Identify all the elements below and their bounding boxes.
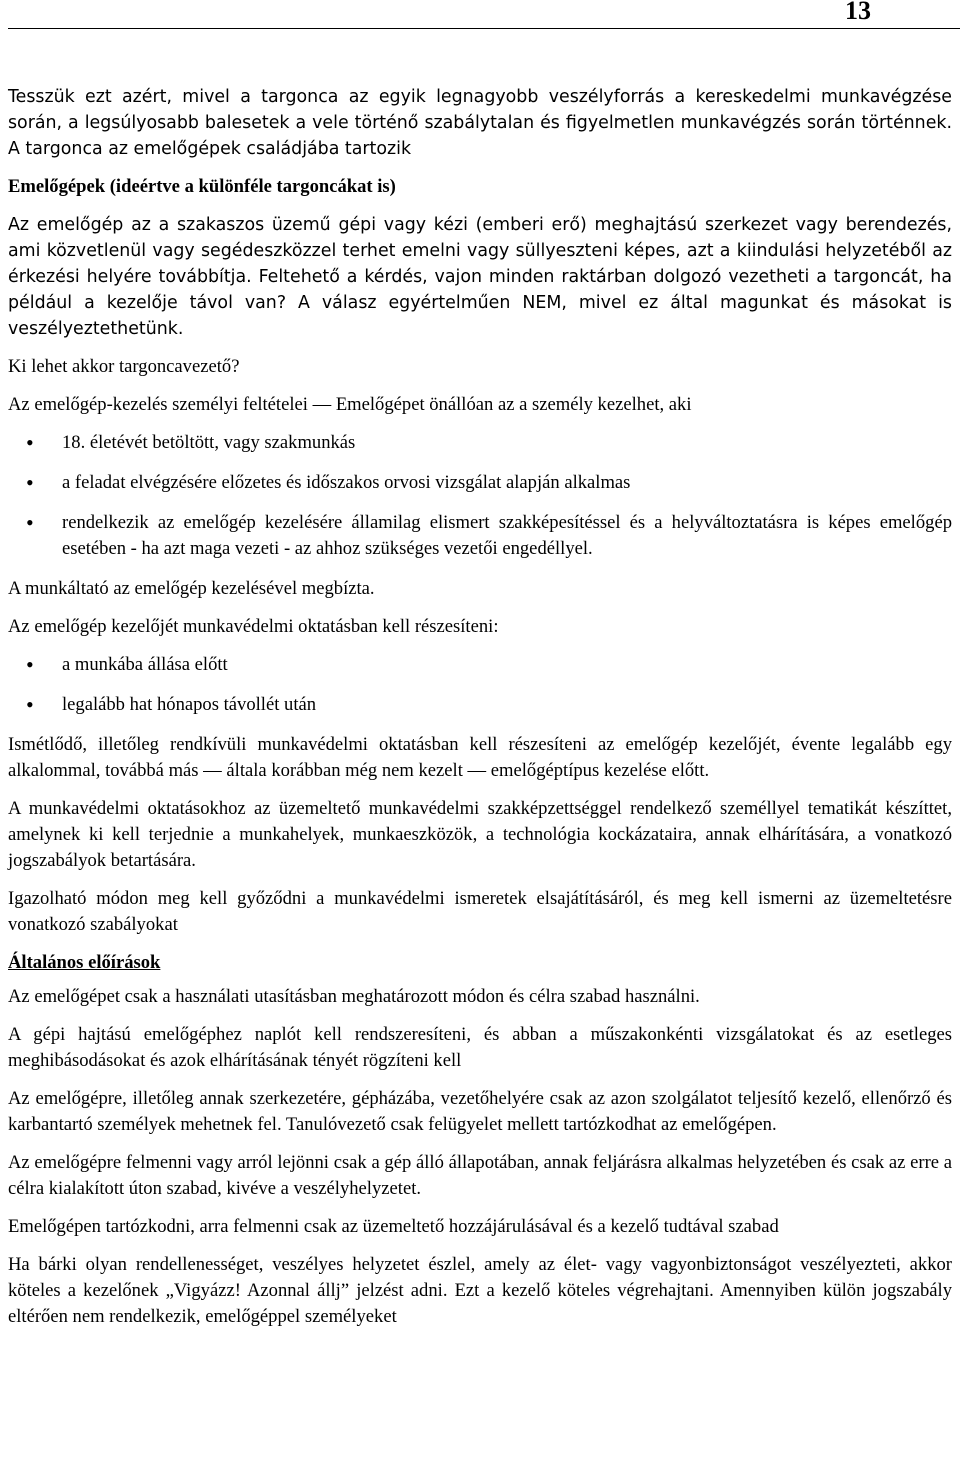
paragraph-employer: A munkáltató az emelőgép kezelésével megbízta.: [8, 578, 375, 599]
paragraph-access: Az emelőgépre, illetőleg annak szerkezetére, gépházába, vezetőhelyére csak az azon szolgálatot teljesítő kezelő, ellenőrző és karbantartó személyek mehetnek fel. Tanulóvezető csak felügyelet mellett tartózkodhat az emelőgépen.: [8, 1088, 952, 1135]
list-item: • a munkába állása előtt: [8, 652, 952, 678]
paragraph-usage: Az emelőgépet csak a használati utasításban meghatározott módon és célra szabad használni.: [8, 986, 700, 1007]
list-item: • legalább hat hónapos távollét után: [8, 692, 952, 718]
paragraph-question: Ki lehet akkor targoncavezető?: [8, 356, 240, 377]
training-list: [8, 652, 952, 718]
paragraph-boarding: Az emelőgépre felmenni vagy arról lejönni csak a gép álló állapotában, annak feljárásra alkalmas helyzetében és csak az erre a célra kialakított úton szabad, kivéve a veszélyhelyzetet.: [8, 1152, 952, 1199]
list-item: • a feladat elvégzésére előzetes és időszakos orvosi vizsgálat alapján alkalmas: [8, 470, 952, 496]
paragraph-definition: [8, 212, 952, 342]
paragraph-logbook: A gépi hajtású emelőgéphez naplót kell rendszeresíteni, és abban a műszakonkénti vizsgálatokat és az esetleges meghibásodásokat és azok elhárításának tényét rögzíteni kell: [8, 1024, 952, 1071]
conditions-list: [8, 430, 952, 562]
list-item: • rendelkezik az emelőgép kezelésére államilag elismert szakképesítéssel és a helyváltoztatásra is képes emelőgép esetében - ha azt maga vezeti - az ahhoz szükséges vezetői engedéllyel.: [8, 510, 952, 562]
paragraph-repeat-training: Ismétlődő, illetőleg rendkívüli munkavédelmi oktatásban kell részesíteni az emelőgép kezelőjét, évente legalább egy alkalommal, továbbá más — általa korábban még nem kezelt — emelőgéptípus kezelése előtt.: [8, 734, 952, 781]
definition-question-text: Feltehető a kérdés, vajon minden raktárban dolgozó vezetheti a targoncát, ha például a kezelője távol van? A válasz egyértelműen NEM, mivel ez által magunkat és másokat is veszélyeztethetünk.: [8, 267, 952, 339]
section-heading-lifting-machines: Emelőgépek (ideértve a különféle targoncákat is): [8, 176, 396, 197]
paragraph-presence: Emelőgépen tartózkodni, arra felmenni csak az üzemeltető hozzájárulásával és a kezelő tudtával szabad: [8, 1216, 779, 1237]
paragraph-training-topics: A munkavédelmi oktatásokhoz az üzemeltető munkavédelmi szakképzettséggel rendelkező személlyel tematikát készíttet, amelynek ki kell terjednie a munkahelyek, munkaeszközök, a technológia kockázataira, annak elhárítására, a vonatkozó jogszabályok betartására.: [8, 798, 952, 871]
page-number: 13: [845, 0, 871, 25]
paragraph-verification: Igazolható módon meg kell győződni a munkavédelmi ismeretek elsajátításáról, és meg kell ismerni az üzemeltetésre vonatkozó szabályokat: [8, 888, 952, 935]
paragraph-emergency: Ha bárki olyan rendellenességet, veszélyes helyzetet észlel, amely az élet- vagy vagyonbiztonságot veszélyezteti, akkor köteles a kezelőnek „Vigyázz! Azonnal állj” jelzést adni. Ezt a kezelő köteles végrehajtani. Amennyiben külön jogszabály eltérően nem rendelkezik, emelőgéppel személyeket: [8, 1254, 952, 1327]
page-header: [8, 0, 960, 29]
definition-text: Az emelőgép az a szakaszos üzemű gépi vagy kézi (emberi erő) meghajtású szerkezet vagy berendezés, ami közvetlenül vagy segédeszközzel terhet emelni vagy süllyeszteni képes, azt a kiindulási helyzetéből az érkezési helyére továbbítja.: [8, 215, 952, 287]
section-heading-general-rules: Általános előírások: [8, 952, 161, 973]
paragraph-conditions: Az emelőgép-kezelés személyi feltételei — Emelőgépet önállóan az a személy kezelhet, aki: [8, 394, 692, 415]
list-item: • 18. életévét betöltött, vagy szakmunkás: [8, 430, 952, 456]
document-body: [8, 84, 952, 1342]
paragraph-intro: Tesszük ezt azért, mivel a targonca az egyik legnagyobb veszélyforrás a kereskedelmi munkavégzése során, a legsúlyosabb balesetek a vele történő szabálytalan és figyelmetlen munkavégzés során történnek. A targonca az emelőgépek családjába tartozik: [8, 87, 952, 159]
paragraph-training: Az emelőgép kezelőjét munkavédelmi oktatásban kell részesíteni:: [8, 616, 499, 637]
